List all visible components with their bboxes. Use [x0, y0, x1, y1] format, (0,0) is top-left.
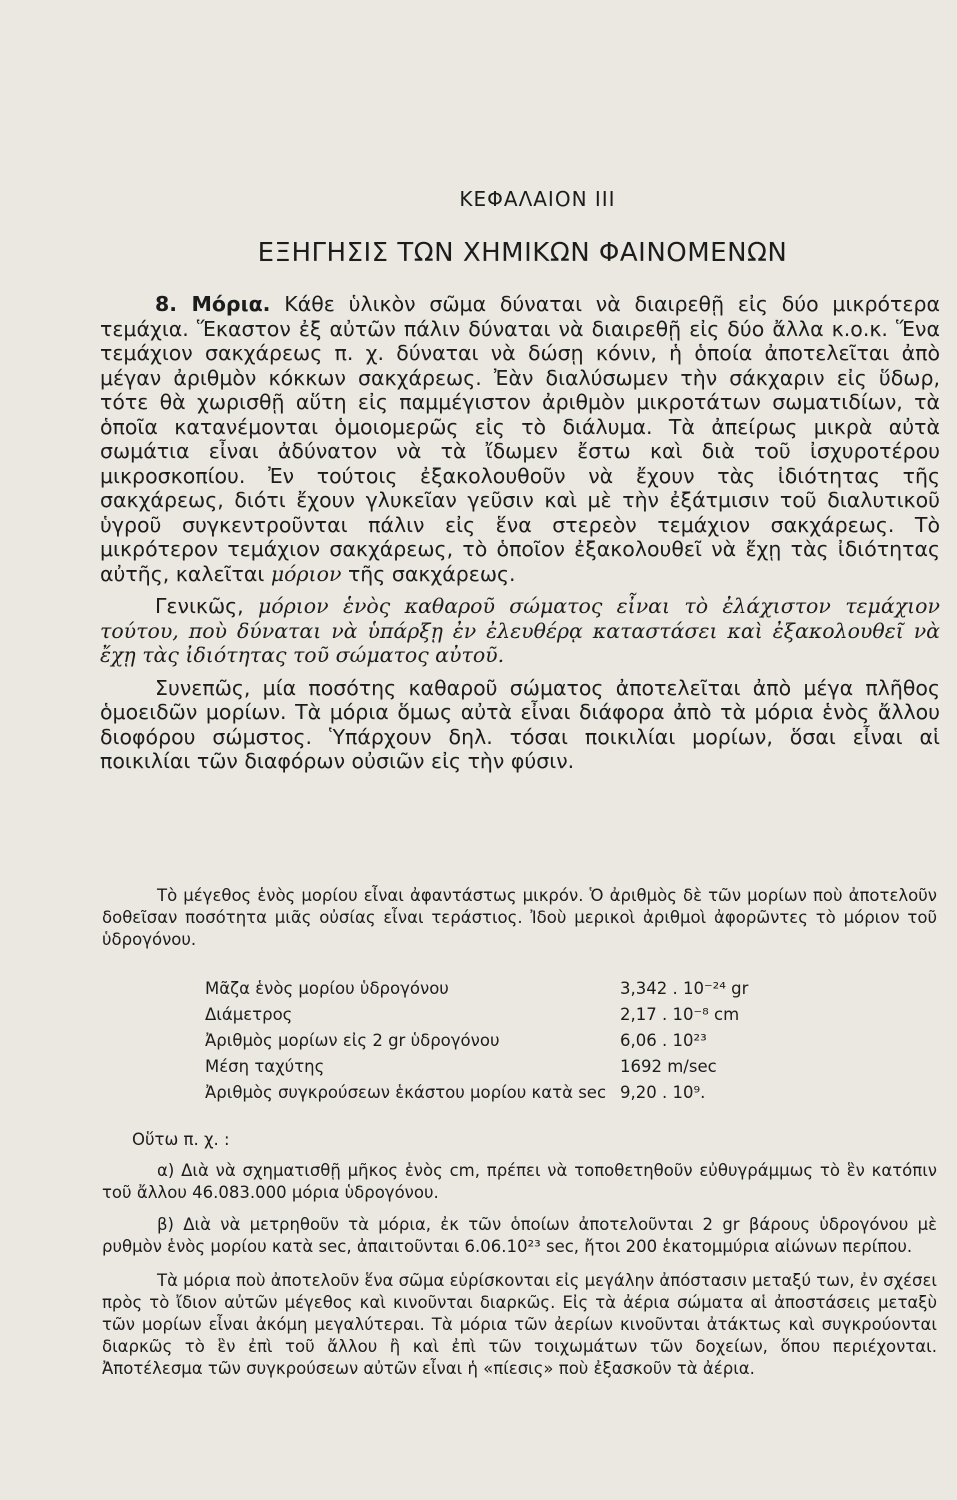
- small-intro-text: Τὸ μέγεθος ἑνὸς μορίου εἶναι ἀφαντάστως μικρόν. Ὁ ἀριθμὸς δὲ τῶν μορίων ποὺ ἀποτελοῦν δοθεῖσαν ποσότητα μιᾶς οὐσίας εἶναι τεράστιος. Ἰδοὺ μερικοὶ ἀριθμοὶ ἀφορῶντες τὸ μόριον τοῦ ὑδρογόνου.: [102, 886, 937, 949]
- table-row: [205, 1001, 855, 1027]
- table-value: 2,17 . 10⁻⁸ cm: [620, 1004, 740, 1024]
- paragraph-definition: [100, 594, 940, 668]
- example-a: α) Διὰ νὰ σχηματισθῇ μῆκος ἑνὸς cm, πρέπει νὰ τοποθετηθοῦν εὐθυγράμμως τὸ ἓν κατόπιν τοῦ ἄλλου 46.083.000 μόρια ὑδρογόνου.: [102, 1161, 937, 1202]
- table-row: [205, 975, 855, 1001]
- table-value: 1692 m/sec: [620, 1056, 717, 1076]
- term-molecule: μόριον: [270, 561, 342, 586]
- table-label: Ἀριθμὸς μορίων εἰς 2 gr ὑδρογόνου: [205, 1030, 500, 1050]
- main-text: [100, 292, 940, 774]
- paragraph-text: Κάθε ὑλικὸν σῶμα δύναται νὰ διαιρεθῇ εἰς δύο μικρότερα τεμάχια. Ἕκαστον ἐξ αὐτῶν πάλιν δύναται νὰ διαιρεθῇ εἰς δύο ἄλλα κ.ο.κ. Ἕνα τεμάχιον σακχάρεως π. χ. δύναται νὰ δώσῃ κόνιν, ἡ ὁποία ἀποτελεῖται ἀπὸ μέγαν ἀριθμὸν κόκκων σακχάρεως. Ἐὰν διαλύσωμεν τὴν σάκχαριν εἰς ὕδωρ, τότε θὰ χωρισθῇ αὕτη εἰς παμμέγιστον ἀριθμὸν μικροτάτων σωματιδίων, τὰ ὁποῖα κατανέμονται ὁμοιομερῶς εἰς τὸ διάλυμα. Τὰ ἀπείρως μικρὰ αὐτὰ σωμάτια εἶναι ἀδύνατον νὰ τὰ ἴδωμεν ἔστω καὶ διὰ τοῦ ἰσχυροτέρου μικροσκοπίου. Ἐν τούτοις ἐξακολουθοῦν νὰ ἔχουν τὰς ἰδιότητας τῆς σακχάρεως, διότι ἔχουν γλυκεῖαν γεῦσιν καὶ μὲ τὴν ἐξάτμισιν τοῦ διαλυτικοῦ ὑγροῦ συγκεντροῦνται πάλιν εἰς ἕνα στερεὸν τεμάχιον σακχάρεως. Τὸ μικρότερον τεμάχιον σακχάρεως, τὸ ὁποῖον ἐξακολουθεῖ νὰ ἔχῃ τὰς ἰδιότητας αὐτῆς, καλεῖται: [100, 292, 940, 586]
- examples: [102, 1160, 937, 1380]
- table-row: [205, 1079, 855, 1105]
- table-label: Ἀριθμὸς συγκρούσεων ἑκάστου μορίου κατὰ sec: [205, 1082, 607, 1102]
- definition-lead: Γενικῶς,: [155, 594, 244, 618]
- chapter-heading: ΚΕΦΑΛΑΙΟΝ III: [459, 187, 616, 211]
- small-intro: [102, 885, 937, 951]
- table-label: Μέση ταχύτης: [205, 1056, 325, 1076]
- example-b: β) Διὰ νὰ μετρηθοῦν τὰ μόρια, ἐκ τῶν ὁποίων ἀποτελοῦνται 2 gr βάρους ὑδρογόνου μὲ ρυθμὸν ἑνὸς μορίου κατὰ sec, ἀπαιτοῦνται 6.06.10²³ sec, ἤτοι 200 ἑκατομμύρια αἰώνων περίπου.: [102, 1215, 937, 1256]
- table-label: Μᾶζα ἑνὸς μορίου ὑδρογόνου: [205, 978, 449, 998]
- example-intro: Οὕτω π. χ. :: [132, 1130, 230, 1149]
- table-row: [205, 1053, 855, 1079]
- closing-paragraph: Τὰ μόρια ποὺ ἀποτελοῦν ἕνα σῶμα εὑρίσκονται εἰς μεγάλην ἀπόστασιν μεταξύ των, ἐν σχέσει πρὸς τὸ ἴδιον αὐτῶν μέγεθος καὶ κινοῦνται διαρκῶς. Εἰς τὰ ἀέρια σώματα αἱ ἀποστάσεις μεταξὺ τῶν μορίων εἶναι ἀκόμη μεγαλύτεραι. Τὰ μόρια τῶν ἀερίων κινοῦνται ἀτάκτως καὶ συγκρούονται διαρκῶς τὸ ἓν ἐπὶ τοῦ ἄλλου ἢ καὶ ἐπὶ τῶν τοιχωμάτων τῶν δοχείων, ὅπου περιέχονται. Ἀποτέλεσμα τῶν συγκρούσεων αὐτῶν εἶναι ἡ «πίεσις» ποὺ ἐξασκοῦν τὰ ἀέρια.: [102, 1271, 937, 1378]
- section-heading: 8. Μόρια.: [155, 292, 271, 316]
- table-value: 9,20 . 10⁹.: [620, 1082, 706, 1102]
- table-row: [205, 1027, 855, 1053]
- paragraph-molecules: [100, 292, 940, 586]
- table-value: 6,06 . 10²³: [620, 1030, 707, 1050]
- hydrogen-data-table: [205, 975, 855, 1105]
- chapter-title: ΕΞΗΓΗΣΙΣ ΤΩΝ ΧΗΜΙΚΩΝ ΦΑΙΝΟΜΕΝΩΝ: [257, 238, 788, 268]
- definition-text: μόριον ἑνὸς καθαροῦ σώματος εἶναι τὸ ἐλάχιστον τεμάχιον τούτου, ποὺ δύναται νὰ ὑπάρξῃ ἐν ἐλευθέρᾳ καταστάσει καὶ ἐξακολουθεῖ νὰ ἔχῃ τὰς ἰδιότητας τοῦ σώματος αὐτοῦ.: [100, 594, 940, 667]
- table-label: Διάμετρος: [205, 1004, 293, 1024]
- table-value: 3,342 . 10⁻²⁴ gr: [620, 978, 749, 998]
- paragraph-consequence: Συνεπῶς, μία ποσότης καθαροῦ σώματος ἀποτελεῖται ἀπὸ μέγα πλῆθος ὁμοειδῶν μορίων. Τὰ μόρια ὅμως αὐτὰ εἶναι διάφορα ἀπὸ τὰ μόρια ἑνὸς ἄλλου διοφόρου σώμστος. Ὑπάρχουν δηλ. τόσαι ποικιλίαι μορίων, ὅσαι εἶναι αἱ ποικιλίαι τῶν διαφόρων οὐσιῶν εἰς τὴν φύσιν.: [100, 675, 940, 773]
- paragraph-text-end: τῆς σακχάρεως.: [347, 561, 516, 586]
